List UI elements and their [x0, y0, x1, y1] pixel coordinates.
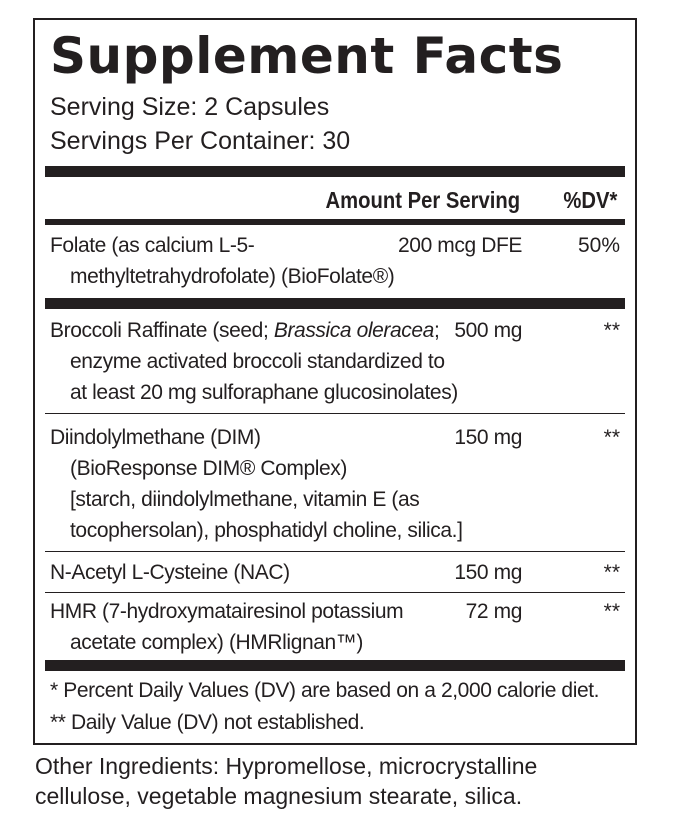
other-ingredients-line: Other Ingredients: Hypromellose, microcrystalline — [35, 753, 538, 779]
servings-per-container: Servings Per Container: 30 — [50, 127, 351, 155]
ingredient-line: Diindolylmethane (DIM) — [50, 426, 261, 449]
ingredient-name — [50, 315, 458, 408]
divider-thin — [45, 551, 625, 552]
ingredient-line: Broccoli Raffinate (seed; — [50, 319, 274, 342]
ingredient-line: methyltetrahydrofolate) (BioFolate®) — [70, 265, 395, 288]
ingredient-line: [starch, diindolylmethane, vitamin E (as — [70, 488, 420, 511]
ingredient-dv: ** — [603, 561, 620, 584]
amount-per-serving-header: Amount Per Serving — [325, 187, 520, 213]
ingredient-latin-name: Brassica oleracea — [273, 319, 434, 342]
ingredient-line: Folate (as calcium L-5- — [50, 234, 255, 257]
divider-medium — [45, 219, 625, 225]
ingredient-amount: 72 mg — [465, 600, 522, 623]
ingredient-line: acetate complex) (HMRlignan™) — [70, 631, 364, 654]
ingredient-dv: ** — [603, 600, 620, 623]
ingredient-amount: 200 mcg DFE — [398, 234, 522, 257]
ingredient-name — [50, 596, 450, 658]
ingredient-dv: ** — [603, 426, 620, 449]
panel-title: Supplement Facts — [50, 27, 564, 85]
other-ingredients-line: cellulose, vegetable magnesium stearate, silica. — [35, 783, 523, 809]
ingredient-dv: ** — [603, 319, 620, 342]
ingredient-line: at least 20 mg sulforaphane glucosinolates) — [70, 381, 458, 404]
divider-thin — [45, 592, 625, 593]
serving-size: Serving Size: 2 Capsules — [50, 93, 330, 121]
ingredient-line: ; — [433, 319, 440, 342]
ingredient-line: (BioResponse DIM® Complex) — [70, 457, 347, 480]
divider-thick — [45, 298, 625, 309]
ingredient-line: enzyme activated broccoli standardized to — [70, 350, 445, 373]
footnote-not-established: ** Daily Value (DV) not established. — [50, 711, 365, 734]
ingredient-line: N-Acetyl L-Cysteine (NAC) — [50, 561, 290, 584]
ingredient-amount: 150 mg — [454, 426, 522, 449]
other-ingredients — [35, 751, 655, 811]
dv-header: %DV* — [563, 187, 617, 213]
supplement-facts-panel — [33, 18, 637, 745]
ingredient-line: tocophersolan), phosphatidyl choline, silica.] — [70, 519, 463, 542]
ingredient-line: HMR (7-hydroxymatairesinol potassium — [50, 600, 404, 623]
ingredient-dv: 50% — [577, 234, 620, 257]
footnote-dv: * Percent Daily Values (DV) are based on a 2,000 calorie diet. — [50, 679, 600, 702]
ingredient-name — [50, 557, 450, 588]
divider-thick — [45, 166, 625, 177]
ingredient-name — [50, 230, 450, 292]
divider-thin — [45, 413, 625, 414]
ingredient-amount: 150 mg — [454, 561, 522, 584]
ingredient-amount: 500 mg — [454, 319, 522, 342]
ingredient-name — [50, 422, 463, 546]
divider-thick — [45, 660, 625, 671]
